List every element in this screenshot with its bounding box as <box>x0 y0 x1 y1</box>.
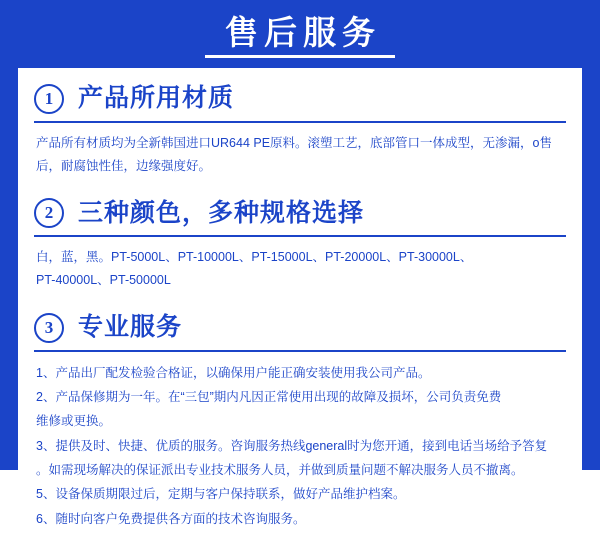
section-header <box>34 182 566 228</box>
body-line: 5、设备保质期限过后，定期与客户保持联系，做好产品维护档案。 <box>36 482 564 506</box>
section-title: 三种颜色，多种规格选择 <box>78 200 364 228</box>
section-body <box>34 352 566 535</box>
header-banner <box>0 0 600 68</box>
body-line: 产品所有材质均为全新韩国进口UR644 PE原料。滚塑工艺，底部管口一体成型，无渗漏，o售 <box>36 132 564 155</box>
section-header <box>34 68 566 114</box>
section-number-badge: 2 <box>34 198 64 228</box>
content-area <box>0 68 600 535</box>
section-materials <box>34 68 566 182</box>
section-number-badge: 3 <box>34 313 64 343</box>
section-colors-specs <box>34 182 566 296</box>
body-line: 2、产品保修期为一年。在“三包”期内凡因正常使用出现的故障及损坏，公司负责免费 <box>36 385 564 409</box>
body-line: 后，耐腐蚀性佳，边缘强度好。 <box>36 155 564 178</box>
section-number-badge: 1 <box>34 84 64 114</box>
body-line: PT-40000L、PT-50000L <box>36 269 564 292</box>
section-body <box>34 237 566 296</box>
section-title: 产品所用材质 <box>78 85 234 113</box>
body-line: 1、产品出厂配发检验合格证，以确保用户能正确安装使用我公司产品。 <box>36 361 564 385</box>
body-line: 白，蓝，黑。PT-5000L、PT-10000L、PT-15000L、PT-20000L、PT-30000L、 <box>36 246 564 269</box>
section-body <box>34 123 566 182</box>
title-underline <box>205 55 395 58</box>
section-title: 专业服务 <box>78 314 182 342</box>
body-line: 。如需现场解决的保证派出专业技术服务人员，并做到质量问题不解决服务人员不撤离。 <box>36 458 564 482</box>
body-line: 维修或更换。 <box>36 409 564 433</box>
section-header <box>34 297 566 343</box>
section-professional-service <box>34 297 566 535</box>
body-line: 3、提供及时、快捷、优质的服务。咨询服务热线general时为您开通，接到电话当场给予答复 <box>36 434 564 458</box>
page-title: 售后服务 <box>219 16 381 53</box>
body-line: 6、随时向客户免费提供各方面的技术咨询服务。 <box>36 507 564 531</box>
